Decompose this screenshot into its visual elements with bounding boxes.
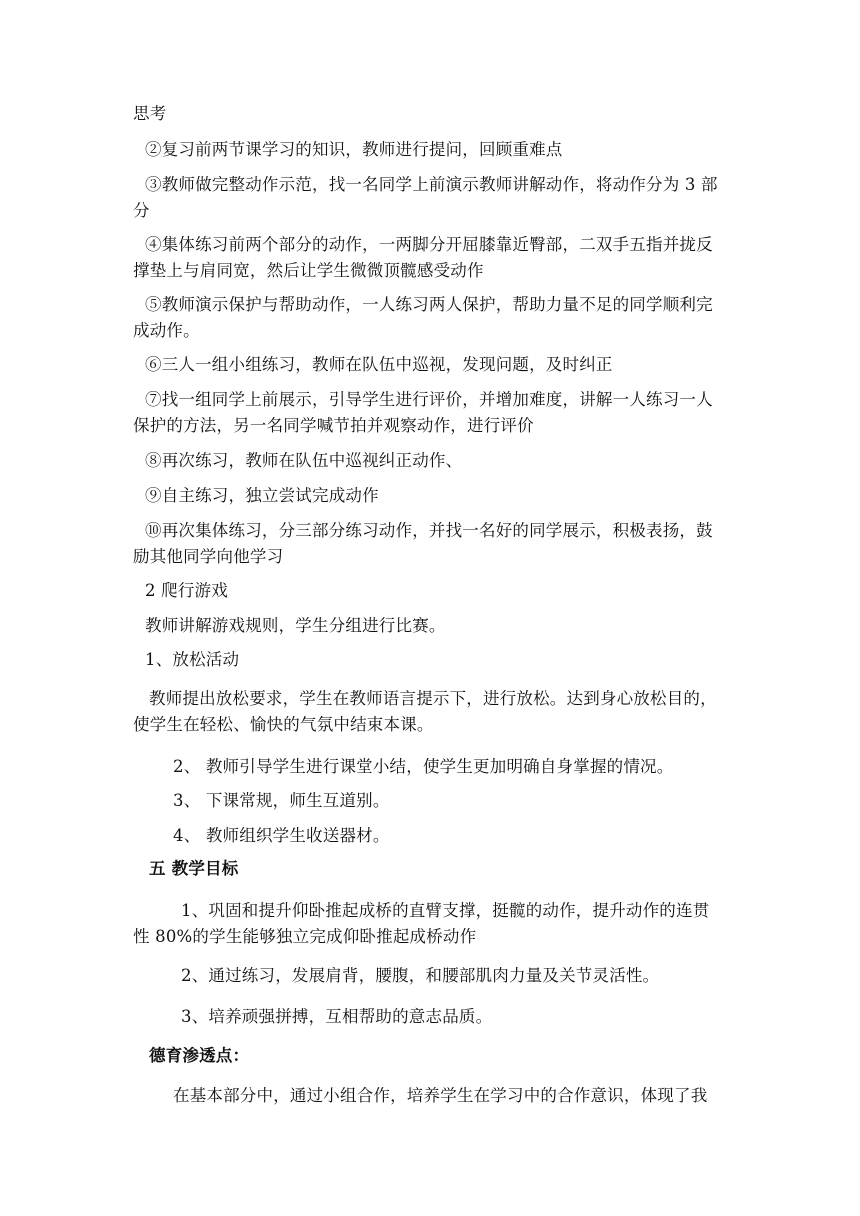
section-title: 五 教学目标	[149, 859, 239, 878]
text-line: 性 80%的学生能够独立完成仰卧推起成桥动作	[133, 927, 477, 946]
text-line: 撑垫上与肩同宽，然后让学生微微顶髋感受动作	[133, 261, 484, 280]
list-item: 2、通过练习，发展肩背，腰腹，和腰部肌肉力量及关节灵活性。	[181, 966, 660, 985]
text-line: ⑦找一组同学上前展示，引导学生进行评价，并增加难度，讲解一人练习一人	[145, 390, 713, 409]
section-title: 德育渗透点：	[149, 1046, 250, 1065]
text-line: 励其他同学向他学习	[133, 547, 284, 566]
text-line: 在基本部分中，通过小组合作，培养学生在学习中的合作意识，体现了我	[173, 1086, 708, 1105]
text-line: 分	[133, 201, 150, 220]
text-line: ⑤教师演示保护与帮助动作，一人练习两人保护，帮助力量不足的同学顺利完	[145, 295, 713, 314]
text-line: ⑧再次练习，教师在队伍中巡视纠正动作、	[145, 451, 463, 470]
list-item: 3、培养顽强拼搏，互相帮助的意志品质。	[181, 1007, 493, 1026]
text-line: 思考	[133, 104, 167, 123]
text-line: ④集体练习前两个部分的动作，一两脚分开屈膝靠近臀部，二双手五指并拢反	[145, 235, 713, 254]
list-item: 4、 教师组织学生收送器材。	[173, 826, 390, 845]
section-heading: 2 爬行游戏	[145, 581, 228, 600]
text-line: ②复习前两节课学习的知识，教师进行提问，回顾重难点	[145, 140, 563, 159]
text-line: ⑥三人一组小组练习，教师在队伍中巡视，发现问题，及时纠正	[145, 355, 613, 374]
text-line: 成动作。	[133, 321, 200, 340]
text-line: 使学生在轻松、愉快的气氛中结束本课。	[133, 715, 434, 734]
section-heading: 1、放松活动	[145, 650, 240, 669]
list-item: 1、巩固和提升仰卧推起成桥的直臂支撑，挺髋的动作，提升动作的连贯	[181, 901, 710, 920]
text-line: ⑩再次集体练习，分三部分练习动作，并找一名好的同学展示，积极表扬，鼓	[145, 521, 713, 540]
text-line: ⑨自主练习，独立尝试完成动作	[145, 486, 379, 505]
text-line: 教师讲解游戏规则，学生分组进行比赛。	[145, 616, 446, 635]
list-item: 3、 下课常规，师生互道别。	[173, 791, 390, 810]
text-line: 教师提出放松要求，学生在教师语言提示下，进行放松。达到身心放松目的，	[149, 689, 717, 708]
text-line: ③教师做完整动作示范，找一名同学上前演示教师讲解动作，将动作分为 3 部	[145, 175, 718, 194]
list-item: 2、 教师引导学生进行课堂小结，使学生更加明确自身掌握的情况。	[173, 757, 674, 776]
text-line: 保护的方法，另一名同学喊节拍并观察动作，进行评价	[133, 416, 534, 435]
